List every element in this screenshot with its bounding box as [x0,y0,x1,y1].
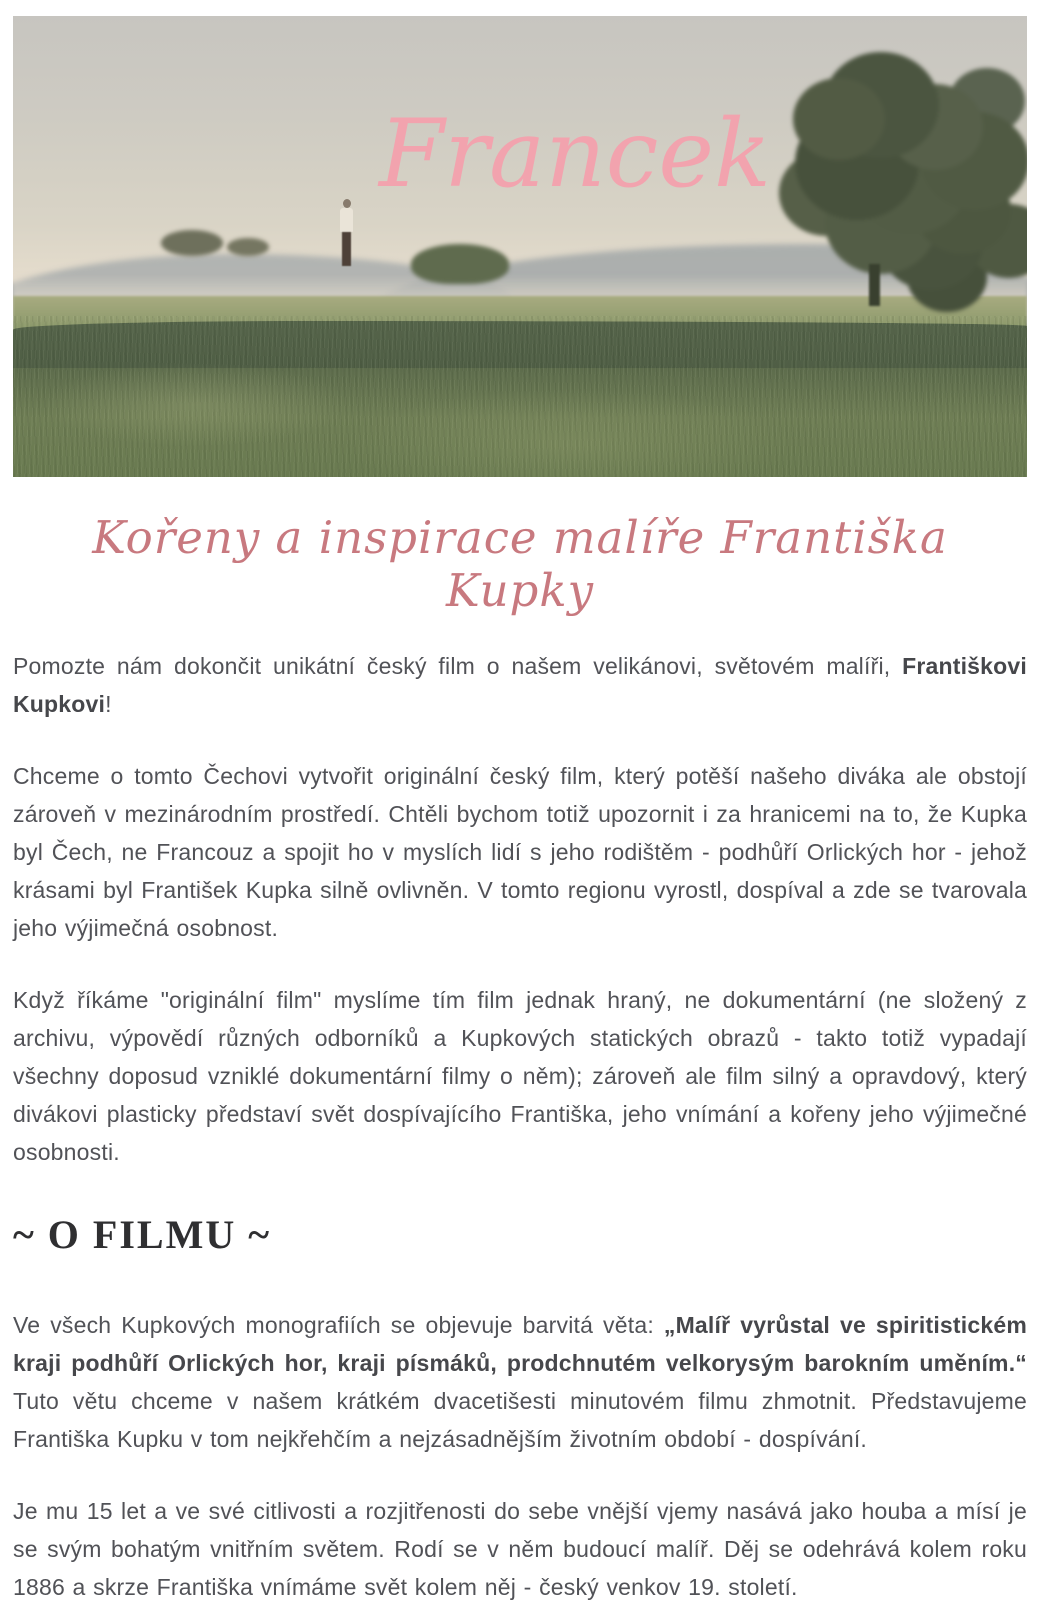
person-shirt [340,208,353,232]
intro-exclamation: ! [105,691,112,717]
about-quote-bold: „Malíř vyrůstal ve spiritistickém kraji podhůří Orlických hor, kraji písmáků, prodchnutém velkorysým barokním uměním.“ [13,1312,1027,1376]
horizon-bush-left [161,230,223,256]
about-lead: Ve všech Kupkových monografiích se objevuje barvitá věta: [13,1312,664,1338]
page-title: Kořeny a inspirace malíře Františka Kupky [92,511,948,617]
horizon-bush-small [227,238,269,256]
hero-image [13,16,1027,477]
person-head [343,199,351,208]
film-title-overlay: Francek [379,100,771,209]
intro-paragraph [13,647,1027,723]
tree-trunk [869,264,880,306]
section-heading-o-filmu: ~ O FILMU ~ [13,1212,272,1257]
about-rest: Tuto větu chceme v našem krátkém dvacetišesti minutovém filmu zhmotnit. Představujeme Františka Kupku v tom nejkřehčím a nejzásadnějším životním období - dospívání. [13,1388,1027,1452]
original-film-paragraph: Když říkáme "originální film" myslíme tím film jednak hraný, ne dokumentární (ne složený z archivu, výpovědí různých odborníků a Kupkových statických obrazů - takto totiž vypadají všechny doposud vzniklé dokumentární filmy o něm); zároveň ale film silný a opravdový, který divákovi plasticky představí svět dospívajícího Františka, jeho vnímání a kořeny jeho výjimečné osobnosti. [13,987,1027,1165]
person-pants [342,232,351,266]
grass-texture-overlay [13,316,1027,477]
closing-paragraph: Je mu 15 let a ve své citlivosti a rozjitřenosti do sebe vnější vjemy nasává jako houba a mísí je se svým bohatým vnitřním světem. Rodí se v něm budoucí malíř. Děj se odehrává kolem roku 1886 a skrze Františka vnímáme svět kolem něj - český venkov 19. století. [13,1498,1027,1600]
intro-text: Pomozte nám dokončit unikátní český film o našem velikánovi, světovém malíři, [13,653,903,679]
intro-bold-name: Františkovi Kupkovi [13,653,1027,717]
horizon-bush-center [411,244,509,284]
about-paragraph [13,1306,1027,1458]
tree-foliage [793,78,885,160]
film-goal-paragraph: Chceme o tomto Čechovi vytvořit originální český film, který potěší našeho diváka ale obstojí zároveň v mezinárodním prostředí. Chtěli bychom totiž upozornit i za hranicemi na to, že Kupka byl Čech, ne Francouz a spojit ho v myslích lidí s jeho rodištěm - podhůří Orlických hor - jehož krásami byl František Kupka silně ovlivněn. V tomto regionu vyrostl, dospíval a zde se tvarovala jeho výjimečná osobnost. [13,763,1027,941]
person-figure [340,199,353,266]
